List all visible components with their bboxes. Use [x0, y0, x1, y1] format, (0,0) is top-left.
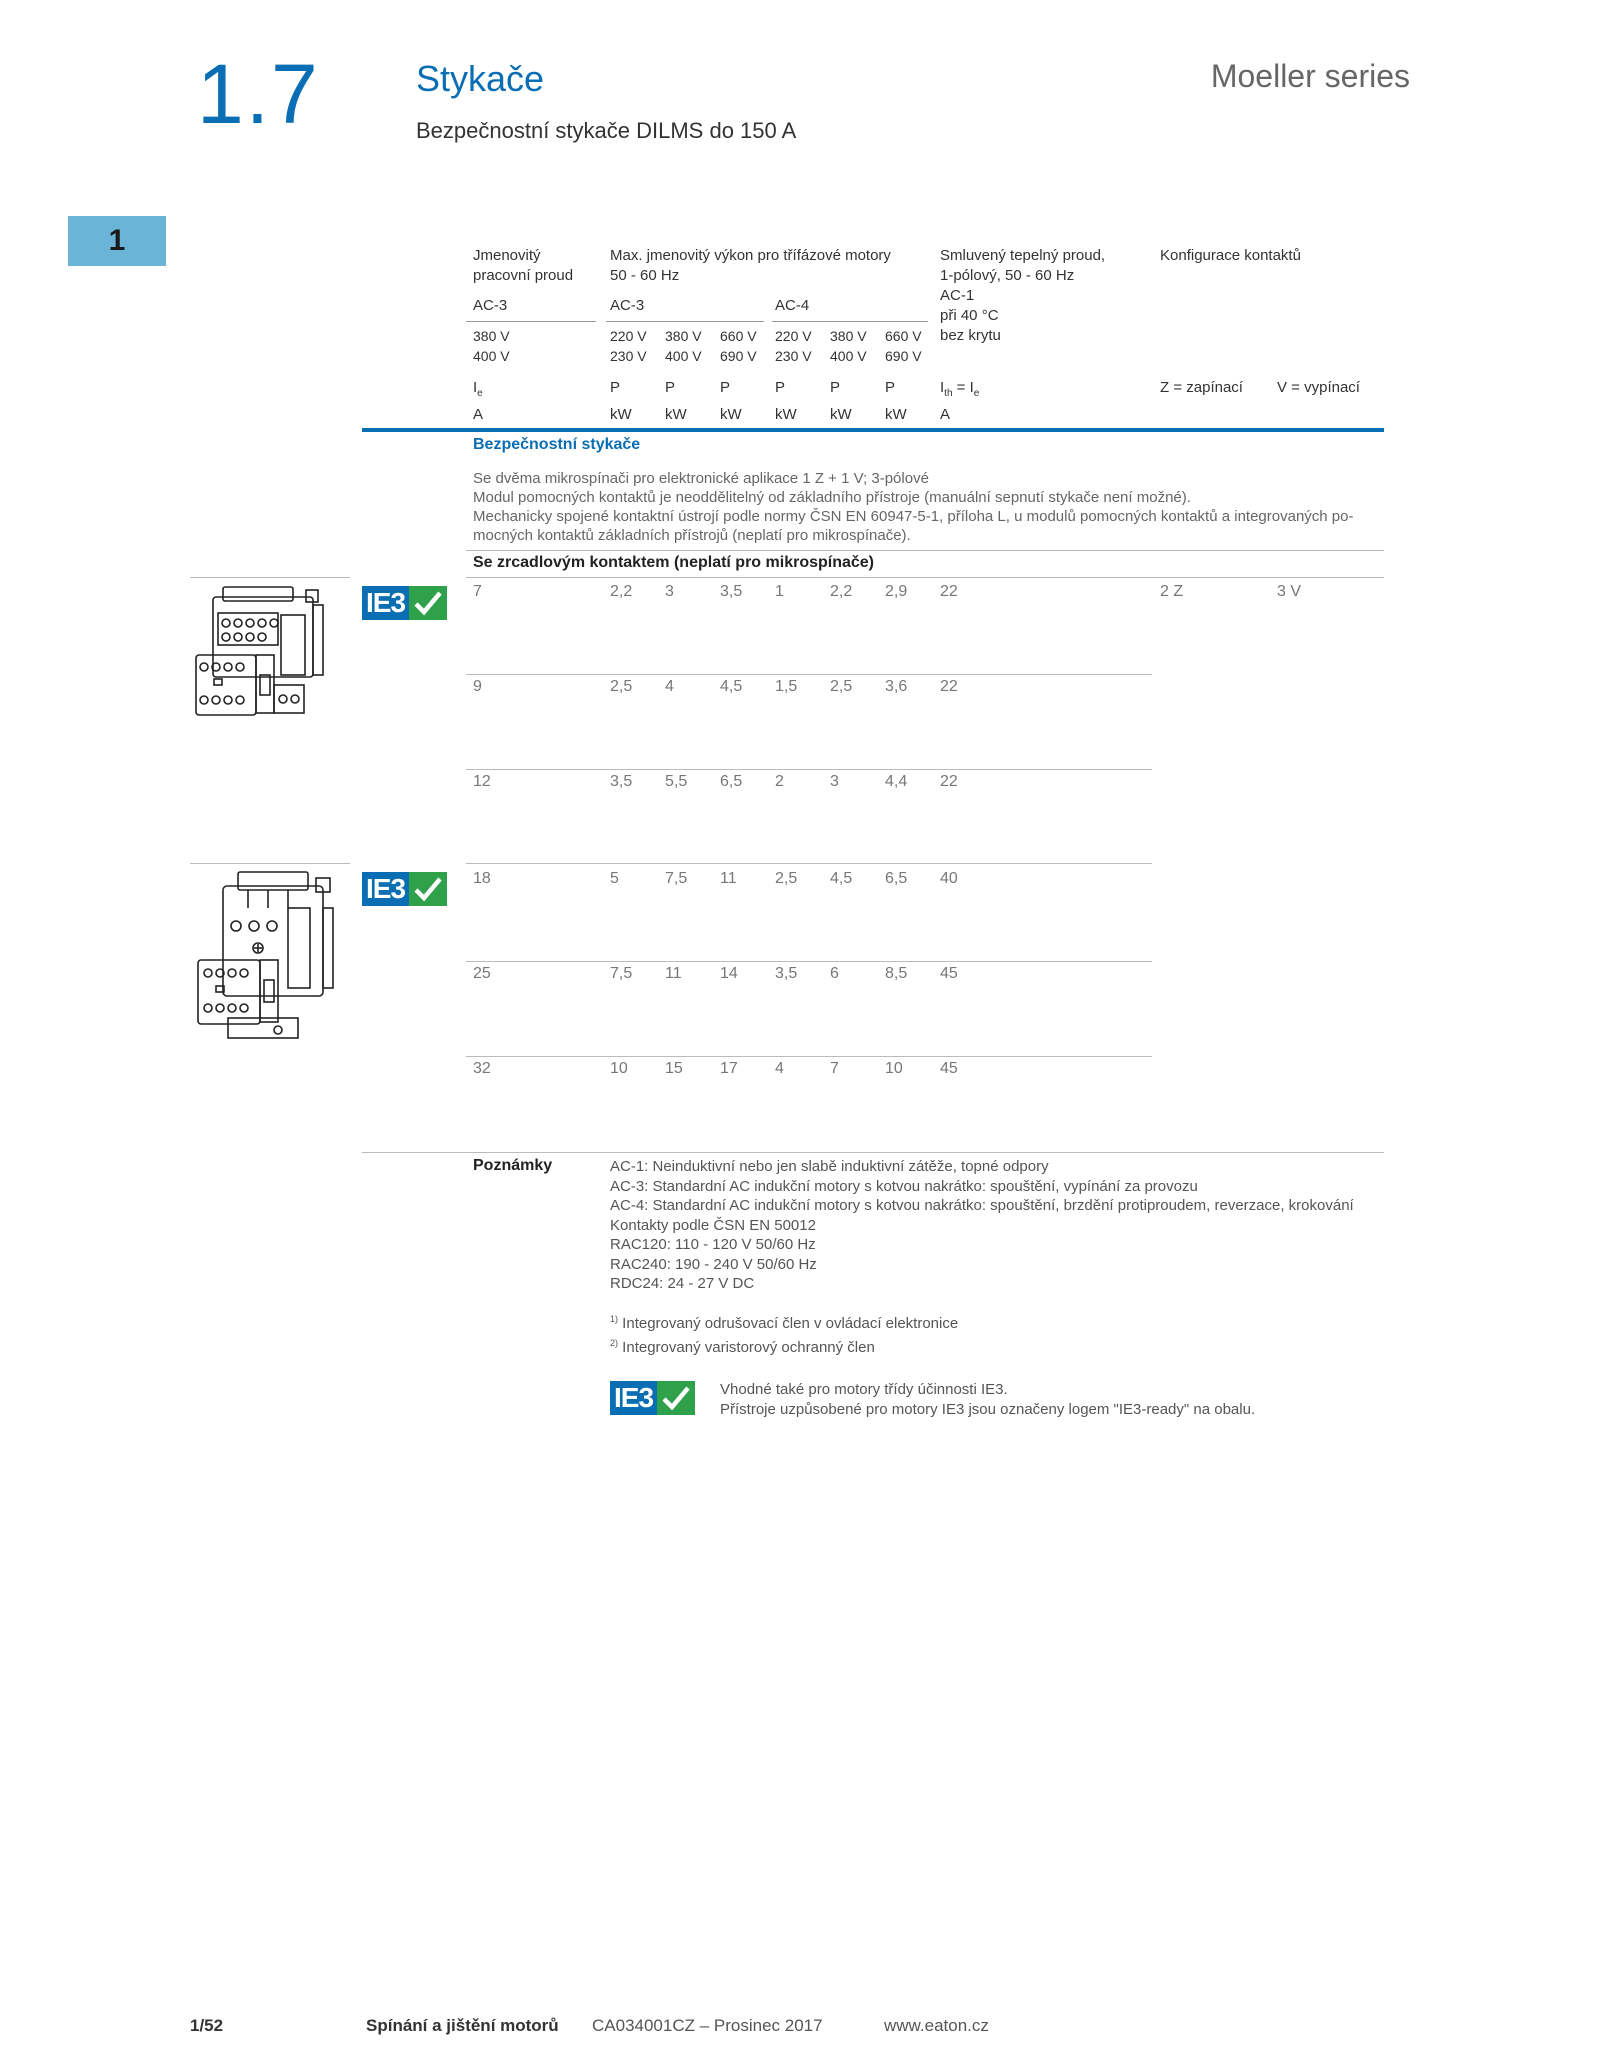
row-divider [466, 961, 1152, 962]
cell-power: 3,6 [885, 678, 908, 695]
series-label: Moeller series [1210, 58, 1410, 94]
page-title: Stykače [416, 58, 545, 99]
ie3-legend-text: Vhodné také pro motory třídy účinnosti IE3. Přístroje uzpůsobené pro motory IE3 jsou označeny logem "IE3-ready" na obalu. [720, 1381, 1256, 1418]
voltage-header: 220 V 230 V [775, 328, 812, 364]
cell-power: 2,2 [830, 583, 853, 600]
cell-power: 1 [775, 583, 784, 600]
divider [606, 321, 764, 322]
power-unit: kW [720, 406, 742, 423]
cell-ie: 25 [473, 965, 491, 982]
divider [466, 550, 1384, 551]
cell-power: 10 [610, 1060, 628, 1077]
col-contacts-header: Konfigurace kontaktů [1160, 247, 1301, 264]
cell-power: 14 [720, 965, 738, 982]
cell-power: 3 [830, 773, 839, 790]
cell-power: 2,5 [830, 678, 853, 695]
col-ie-voltage: 380 V 400 V [473, 328, 510, 364]
power-ac4-label: AC-4 [775, 297, 810, 314]
cell-power: 3 [665, 583, 674, 600]
cell-power: 4,5 [830, 870, 853, 887]
row-divider [466, 863, 1152, 864]
power-unit: kW [830, 406, 852, 423]
power-unit: kW [885, 406, 907, 423]
power-ac3-label: AC-3 [610, 297, 645, 314]
cell-ith: 45 [940, 965, 958, 982]
ith-symbol: $I_{th} = I_e$ [940, 379, 980, 399]
cell-power: 2,9 [885, 583, 908, 600]
cell-ie: 7 [473, 583, 482, 600]
ie3-legend-badge: IE3 [610, 1381, 695, 1415]
col-ith-header: Smluvený tepelný proud, 1-pólový, 50 - 60 Hz AC-1 při 40 °C bez krytu [940, 247, 1106, 344]
ie3-badge: IE3 [362, 872, 447, 906]
cell-power: 6,5 [885, 870, 908, 887]
contactor-large-image [188, 868, 338, 1043]
cell-ie: 12 [473, 773, 491, 790]
divider [466, 321, 596, 322]
cell-power: 6,5 [720, 773, 743, 790]
voltage-header: 380 V 400 V [830, 328, 867, 364]
chapter-tab[interactable]: 1 [68, 216, 166, 266]
ie-unit: A [473, 406, 484, 423]
cell-power: 2,5 [775, 870, 798, 887]
cell-contact-v: 3 V [1277, 583, 1302, 600]
row-divider [466, 1056, 1152, 1057]
row-divider [466, 674, 1152, 675]
footer-doc: CA034001CZ – Prosinec 2017 [592, 2016, 823, 2035]
cell-contact-z: 2 Z [1160, 583, 1184, 600]
check-icon [661, 1385, 691, 1411]
cell-power: 4 [775, 1060, 784, 1077]
power-symbol: P [610, 379, 621, 396]
check-icon [413, 590, 443, 616]
voltage-header: 660 V 690 V [720, 328, 757, 364]
power-symbol: P [775, 379, 786, 396]
notes-list: AC-1: Neinduktivní nebo jen slabě induktivní zátěže, topné odpory AC-3: Standardní AC indukční motory s kotvou nakrátko: spouštění, vypínání za provozu AC-4: Standardní AC indukční motory s kotvou nakrátko: spouštění, brzdění protiproudem, reverzace, krokování Kontakty podle ČSN EN 50012 RAC120: 110 - 120 V 50/60 Hz RAC240: 190 - 240 V 50/60 Hz RDC24: 24 - 27 V DC [610, 1158, 1354, 1292]
cell-ith: 22 [940, 773, 958, 790]
check-icon [413, 876, 443, 902]
footnotes: $^{1)}$ Integrovaný odrušovací člen v ovládací elektronice $^{2)}$ Integrovaný varistorový ochranný člen [610, 1314, 959, 1356]
ith-unit: A [940, 406, 951, 423]
divider [466, 577, 1384, 578]
col-ie-header: Jmenovitý pracovní proud [473, 247, 574, 284]
cell-ith: 22 [940, 583, 958, 600]
cell-ie: 32 [473, 1060, 491, 1077]
divider [772, 321, 928, 322]
power-symbol: P [830, 379, 841, 396]
page-number: 1/52 [190, 2016, 224, 2035]
cell-power: 17 [720, 1060, 738, 1077]
col-power-header: Max. jmenovitý výkon pro třífázové motory 50 - 60 Hz [610, 247, 891, 284]
section-number: 1.7 [197, 47, 320, 141]
cell-power: 2,2 [610, 583, 633, 600]
power-unit: kW [610, 406, 632, 423]
power-unit: kW [665, 406, 687, 423]
cell-ith: 45 [940, 1060, 958, 1077]
ie3-badge: IE3 [362, 586, 447, 620]
divider [190, 863, 350, 864]
cell-power: 7,5 [610, 965, 633, 982]
cell-power: 3,5 [775, 965, 798, 982]
cell-power: 4,5 [720, 678, 743, 695]
cell-power: 2 [775, 773, 784, 790]
page-subtitle: Bezpečnostní stykače DILMS do 150 A [416, 118, 797, 143]
cell-ith: 40 [940, 870, 958, 887]
cell-ith: 22 [940, 678, 958, 695]
cell-power: 1,5 [775, 678, 798, 695]
cell-power: 6 [830, 965, 839, 982]
footer-title: Spínání a jištění motorů [366, 2016, 559, 2035]
header-rule [362, 428, 1384, 432]
cell-ie: 18 [473, 870, 491, 887]
divider [362, 1152, 1384, 1153]
footer-url[interactable]: www.eaton.cz [884, 2016, 989, 2035]
divider [190, 577, 350, 578]
col-ie-ac3: AC-3 [473, 297, 508, 314]
cell-power: 5 [610, 870, 619, 887]
cell-power: 11 [665, 965, 682, 982]
power-symbol: P [720, 379, 731, 396]
cell-power: 7,5 [665, 870, 688, 887]
voltage-header: 220 V 230 V [610, 328, 647, 364]
contactor-small-image [188, 585, 328, 720]
cell-power: 15 [665, 1060, 683, 1077]
cell-power: 8,5 [885, 965, 908, 982]
cell-power: 4,4 [885, 773, 908, 790]
section-title: Bezpečnostní stykače [473, 436, 641, 453]
power-symbol: P [665, 379, 676, 396]
cell-power: 7 [830, 1060, 839, 1077]
section-subtitle: Se zrcadlovým kontaktem (neplatí pro mikrospínače) [473, 554, 875, 571]
voltage-header: 380 V 400 V [665, 328, 702, 364]
ie-symbol: $I_e$ [473, 379, 483, 399]
power-symbol: P [885, 379, 896, 396]
cell-ie: 9 [473, 678, 482, 695]
contact-v-legend: V = vypínací [1277, 379, 1360, 396]
power-unit: kW [775, 406, 797, 423]
cell-power: 10 [885, 1060, 903, 1077]
cell-power: 3,5 [610, 773, 633, 790]
cell-power: 4 [665, 678, 674, 695]
contact-z-legend: Z = zapínací [1160, 379, 1243, 396]
cell-power: 5,5 [665, 773, 688, 790]
cell-power: 3,5 [720, 583, 743, 600]
cell-power: 2,5 [610, 678, 633, 695]
section-description: Se dvěma mikrospínači pro elektronické aplikace 1 Z + 1 V; 3-pólové Modul pomocných kontaktů je neoddělitelný od základního přístroje (manuální sepnutí stykače není možné). Mechanicky spojené kontaktní ústrojí podle normy ČSN EN 60947-5-1, příloha L, u modulů pomocných kontaktů a integrovaných po- mocných kontaktů základních přístrojů (neplatí pro mikrospínače). [473, 470, 1354, 544]
row-divider [466, 769, 1152, 770]
voltage-header: 660 V 690 V [885, 328, 922, 364]
cell-power: 11 [720, 870, 737, 887]
notes-title: Poznámky [473, 1157, 553, 1174]
